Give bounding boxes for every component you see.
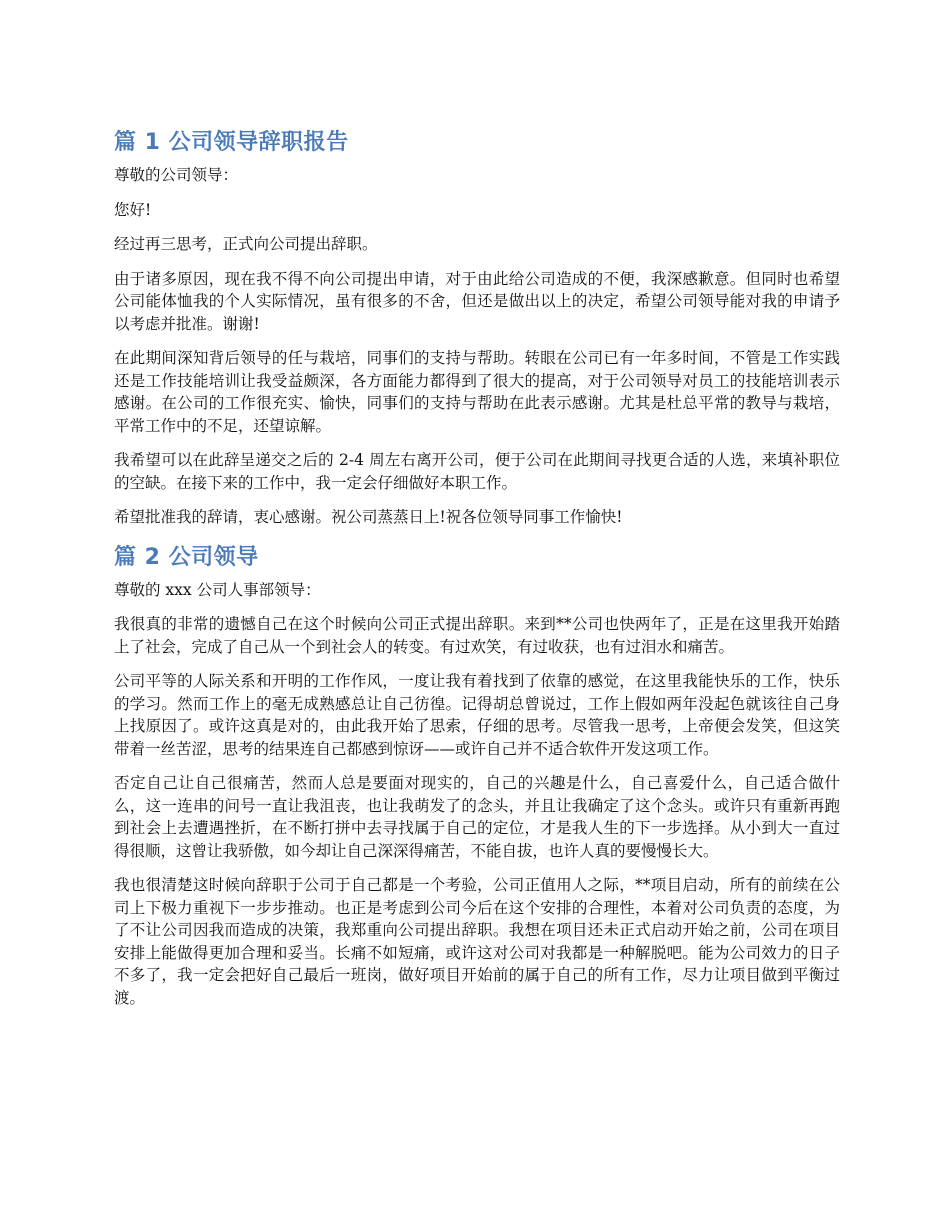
section-2-title: 篇 2 公司领导 (114, 544, 259, 570)
section-2 (114, 541, 840, 1010)
paragraph: 我很真的非常的遗憾自己在这个时候向公司正式提出辞职。来到**公司也快两年了，正是在这里我开始踏上了社会，完成了自己从一个到社会人的转变。有过欢笑，有过收获，也有过泪水和痛苦。 (114, 615, 840, 656)
paragraph: 我希望可以在此辞呈递交之后的 2-4 周左右离开公司，便于公司在此期间寻找更合适的人选，来填补职位的空缺。在接下来的工作中，我一定会仔细做好本职工作。 (114, 451, 840, 492)
document-page (114, 126, 840, 1021)
paragraph: 公司平等的人际关系和开明的工作作风，一度让我有着找到了依靠的感觉，在这里我能快乐的工作，快乐的学习。然而工作上的毫无成熟感总让自己彷徨。记得胡总曾说过，工作上假如两年没起色就该往自己身上找原因了。或许这真是对的，由此我开始了思索，仔细的思考。尽管我一思考，上帝便会发笑，但这笑带着一丝苦涩，思考的结果连自己都感到惊讶——或许自己并不适合软件开发这项工作。 (114, 672, 840, 758)
paragraph: 否定自己让自己很痛苦，然而人总是要面对现实的，自己的兴趣是什么，自己喜爱什么，自己适合做什么，这一连串的问号一直让我沮丧，也让我萌发了的念头，并且让我确定了这个念头。或许只有重新再跑到社会上去遭遇挫折，在不断打拼中去寻找属于自己的定位，才是我人生的下一步选择。从小到大一直过得很顺，这曾让我骄傲，如今却让自己深深得痛苦，不能自拔，也许人真的要慢慢长大。 (114, 774, 840, 860)
paragraph: 我也很清楚这时候向辞职于公司于自己都是一个考验，公司正值用人之际，**项目启动，所有的前续在公司上下极力重视下一步步推动。也正是考虑到公司今后在这个安排的合理性，本着对公司负责的态度，为了不让公司因我而造成的决策，我郑重向公司提出辞职。我想在项目还未正式启动开始之前，公司在项目安排上能做得更加合理和妥当。长痛不如短痛，或许这对公司对我都是一种解脱吧。能为公司效力的日子不多了，我一定会把好自己最后一班岗，做好项目开始前的属于自己的所有工作，尽力让项目做到平衡过渡。 (114, 876, 840, 1007)
paragraph: 在此期间深知背后领导的任与栽培，同事们的支持与帮助。转眼在公司已有一年多时间，不管是工作实践还是工作技能培训让我受益颇深，各方面能力都得到了很大的提高，对于公司领导对员工的技能培训表示感谢。在公司的工作很充实、愉快，同事们的支持与帮助在此表示感谢。尤其是杜总平常的教导与栽培，平常工作中的不足，还望谅解。 (114, 349, 840, 435)
section-1-title: 篇 1 公司领导辞职报告 (114, 130, 349, 155)
salutation: 尊敬的 xxx 公司人事部领导： (114, 580, 321, 599)
closing: 希望批准我的辞请，衷心感谢。祝公司蒸蒸日上!祝各位领导同事工作愉快! (114, 508, 623, 526)
section-1 (114, 126, 840, 529)
salutation: 尊敬的公司领导： (114, 166, 239, 184)
paragraph: 经过再三思考，正式向公司提出辞职。 (114, 235, 378, 253)
greeting: 您好! (114, 200, 152, 219)
paragraph: 由于诸多原因，现在我不得不向公司提出申请，对于由此给公司造成的不便，我深感歉意。但同时也希望公司能体恤我的个人实际情况，虽有很多的不舍，但还是做出以上的决定，希望公司领导能对我的申请予以考虑并批准。谢谢! (114, 269, 840, 333)
